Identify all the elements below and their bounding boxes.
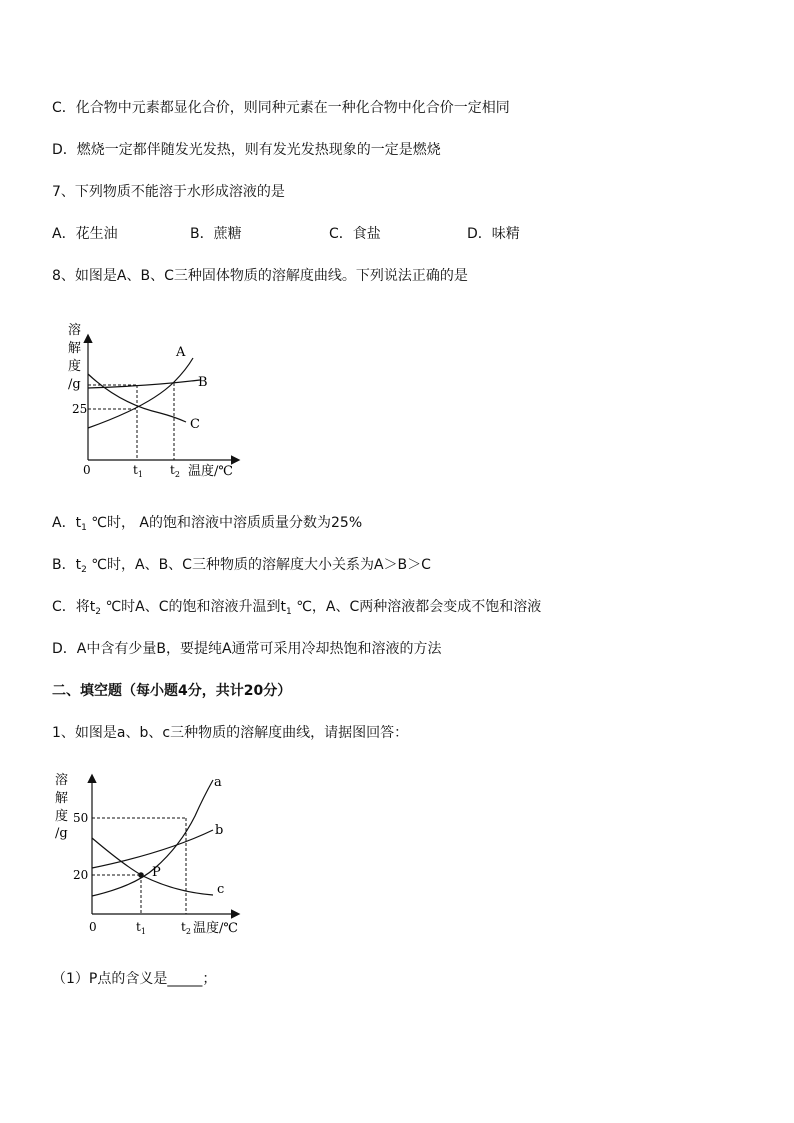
q6-option-d: D．燃烧一定都伴随发光发热，则有发光发热现象的一定是燃烧 — [52, 142, 441, 158]
curve-a — [88, 358, 193, 428]
x-label: 温度/℃ — [188, 464, 233, 479]
q7-option-c: C．食盐 — [329, 226, 381, 242]
y-label-2: 解 — [68, 341, 82, 356]
q6-option-c: C．化合物中元素都显化合价，则同种元素在一种化合物中化合价一定相同 — [52, 100, 510, 116]
fill1-stem: 1、如图是a、b、c三种物质的溶解度曲线，请据图回答： — [52, 725, 409, 741]
x-label: 温度/℃ — [193, 921, 238, 936]
curve-b — [88, 380, 200, 388]
q8-option-b: B．$t_2$ ℃时，A、B、C三种物质的溶解度大小关系为A＞B＞C — [52, 557, 431, 575]
q8-stem: 8、如图是A、B、C三种固体物质的溶解度曲线。下列说法正确的是 — [52, 268, 468, 284]
y-tick-20: 20 — [73, 868, 89, 882]
origin: 0 — [83, 463, 91, 477]
label-b: B — [198, 375, 208, 390]
y-label-4: /g — [68, 377, 81, 392]
q7-option-b: B．蔗糖 — [190, 226, 242, 242]
label-c: c — [217, 882, 225, 897]
q7-option-d: D．味精 — [467, 226, 520, 242]
solubility-figure-1 — [60, 318, 250, 483]
y-tick-50: 50 — [73, 811, 89, 825]
x-tick-t2: $t_2$ — [181, 920, 191, 936]
y-label-3: 度 — [55, 809, 69, 824]
label-c: C — [190, 417, 200, 432]
q7-option-a: A．花生油 — [52, 226, 118, 242]
q8-option-a: A．$t_1$ ℃时， A的饱和溶液中溶质质量分数为25% — [52, 515, 363, 533]
section-title: 二、填空题（每小题4分，共计20分） — [52, 683, 292, 699]
label-a: a — [214, 775, 222, 790]
solubility-figure-2 — [45, 768, 250, 940]
label-a: A — [176, 345, 186, 360]
q8-option-d: D．A中含有少量B，要提纯A通常可采用冷却热饱和溶液的方法 — [52, 641, 442, 657]
q8-option-c: C．将$t_2$ ℃时A、C的饱和溶液升温到$t_1$ ℃，A、C两种溶液都会变成不饱和溶液 — [52, 599, 542, 617]
y-label-4: /g — [55, 826, 68, 841]
fill1-part1: （1）P点的含义是_____； — [52, 971, 217, 987]
y-tick-25: 25 — [72, 402, 88, 416]
label-b: b — [215, 823, 224, 838]
curve-b — [92, 830, 213, 868]
q7-stem: 7、下列物质不能溶于水形成溶液的是 — [52, 184, 285, 200]
y-label-2: 解 — [55, 791, 69, 806]
x-tick-t2: $t_2$ — [170, 463, 180, 479]
y-label-1: 溶 — [55, 773, 69, 788]
origin: 0 — [89, 920, 97, 934]
y-label-3: 度 — [68, 359, 82, 374]
x-tick-t1: $t_1$ — [136, 920, 146, 936]
point-p — [138, 872, 144, 878]
y-label-1: 溶 — [68, 323, 82, 338]
point-p-label: P — [152, 865, 161, 880]
x-tick-t1: $t_1$ — [133, 463, 143, 479]
